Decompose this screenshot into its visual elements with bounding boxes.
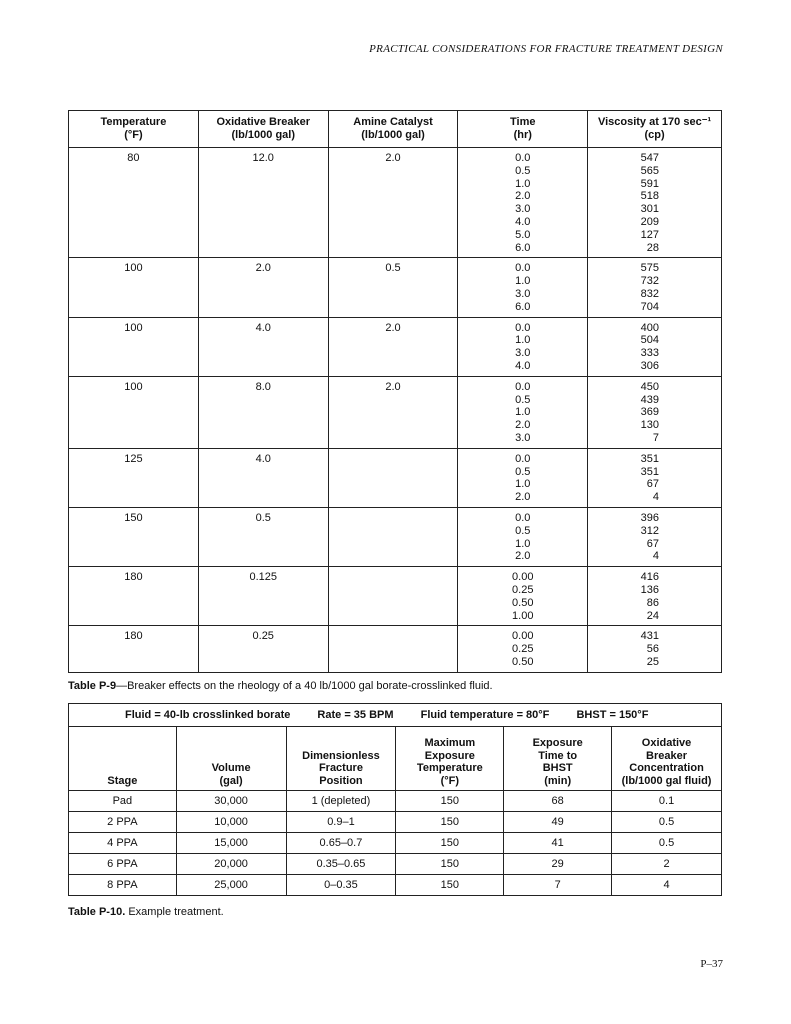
time-value: 0.0	[515, 321, 531, 334]
table-p9	[68, 110, 722, 673]
table-row	[69, 854, 722, 875]
time-value: 2.0	[515, 491, 531, 504]
time-cell	[458, 317, 588, 376]
table-cell: 29	[504, 854, 612, 875]
column-header-line: Viscosity at 170 sec⁻¹	[597, 116, 712, 128]
time-value: 6.0	[515, 241, 531, 254]
time-value: 1.0	[515, 537, 531, 550]
viscosity-cell	[588, 626, 722, 672]
catalyst-cell	[328, 507, 458, 566]
catalyst-cell: 2.0	[328, 148, 458, 258]
viscosity-value: 4	[652, 550, 659, 563]
table-cell: 150	[396, 833, 504, 854]
time-cell	[458, 448, 588, 507]
viscosity-value: 431	[640, 630, 659, 643]
column-header-line: Oxidative Breaker	[216, 116, 311, 128]
table-p9-caption	[68, 680, 493, 692]
time-value: 0.0	[515, 380, 531, 393]
time-value: 1.0	[515, 275, 531, 288]
table-cell: 0.35–0.65	[286, 854, 396, 875]
temperature-cell: 80	[69, 148, 199, 258]
column-header-line: (°F)	[124, 129, 143, 141]
time-cell	[458, 626, 588, 672]
column-header-line: (min)	[544, 774, 572, 787]
table-row	[69, 626, 722, 672]
temperature-cell: 125	[69, 448, 199, 507]
table-p9-header-row	[69, 111, 722, 148]
time-value: 1.0	[515, 406, 531, 419]
time-value: 2.0	[515, 190, 531, 203]
column-header-line: Volume	[211, 762, 251, 774]
column-header	[328, 111, 458, 148]
time-value: 2.0	[515, 419, 531, 432]
viscosity-value: 351	[640, 452, 659, 465]
table-cell: 1 (depleted)	[286, 791, 396, 812]
table-cell: 41	[504, 833, 612, 854]
viscosity-value: 301	[640, 203, 659, 216]
table-cell: 15,000	[176, 833, 286, 854]
time-value: 3.0	[515, 347, 531, 360]
column-header-line: Amine Catalyst	[353, 116, 433, 128]
time-value: 1.0	[515, 177, 531, 190]
column-header-line: Maximum	[424, 737, 476, 749]
table-p9-body	[69, 148, 722, 673]
viscosity-value: 306	[640, 359, 659, 372]
time-value: 5.0	[515, 228, 531, 241]
catalyst-cell: 2.0	[328, 376, 458, 448]
time-value: 0.0	[515, 511, 531, 524]
column-header-line: (hr)	[513, 129, 532, 141]
viscosity-value: 136	[640, 583, 659, 596]
table-cell: 25,000	[176, 875, 286, 896]
caption-text: —Breaker effects on the rheology of a 40 lb/1000 gal borate-crosslinked fluid.	[116, 680, 493, 692]
table-cell: 4 PPA	[69, 833, 177, 854]
time-value: 0.25	[512, 643, 534, 656]
table-row	[69, 812, 722, 833]
viscosity-value: 67	[646, 537, 659, 550]
table-cell: 0.65–0.7	[286, 833, 396, 854]
time-cell	[458, 148, 588, 258]
table-cell: 0.5	[612, 812, 722, 833]
column-header-line: Breaker	[646, 749, 688, 762]
viscosity-value: 450	[640, 380, 659, 393]
table-p10-caption	[68, 906, 224, 918]
column-header-line: Time to	[538, 749, 578, 762]
temperature-cell: 180	[69, 567, 199, 626]
bhst: BHST = 150°F	[576, 709, 649, 721]
breaker-cell: 0.25	[198, 626, 328, 672]
breaker-cell: 0.125	[198, 567, 328, 626]
table-cell: 10,000	[176, 812, 286, 833]
time-value: 4.0	[515, 359, 531, 372]
time-cell	[458, 507, 588, 566]
viscosity-cell	[588, 317, 722, 376]
time-cell	[458, 376, 588, 448]
viscosity-value: 547	[640, 152, 659, 164]
viscosity-value: 732	[640, 275, 659, 288]
time-value: 2.0	[515, 550, 531, 563]
treatment-conditions-row	[69, 704, 722, 727]
column-header-line: Temperature	[416, 762, 483, 774]
table-cell: 68	[504, 791, 612, 812]
table-row	[69, 507, 722, 566]
table-cell: 150	[396, 791, 504, 812]
temperature-cell: 180	[69, 626, 199, 672]
catalyst-cell	[328, 567, 458, 626]
table-cell: 2 PPA	[69, 812, 177, 833]
column-header	[198, 111, 328, 148]
table-cell: 30,000	[176, 791, 286, 812]
viscosity-cell	[588, 258, 722, 317]
table-cell: 150	[396, 875, 504, 896]
column-header-line: Fracture	[318, 762, 363, 774]
fluid-type: Fluid = 40-lb crosslinked borate	[125, 709, 291, 721]
caption-text: Example treatment.	[125, 906, 224, 918]
column-header-line: BHST	[542, 762, 573, 774]
viscosity-value: 504	[640, 334, 659, 347]
table-cell: 20,000	[176, 854, 286, 875]
catalyst-cell	[328, 626, 458, 672]
viscosity-value: 86	[646, 596, 659, 609]
table-row	[69, 317, 722, 376]
time-value: 3.0	[515, 431, 531, 444]
viscosity-value: 25	[646, 655, 659, 668]
viscosity-value: 130	[640, 419, 659, 432]
breaker-cell: 8.0	[198, 376, 328, 448]
table-cell: 150	[396, 854, 504, 875]
table-cell: 0–0.35	[286, 875, 396, 896]
column-header	[612, 727, 722, 791]
column-header-line: Exposure	[532, 737, 583, 749]
column-header-line: Temperature	[100, 116, 167, 128]
time-value: 0.5	[515, 164, 531, 177]
viscosity-value: 575	[640, 262, 659, 275]
table-row	[69, 258, 722, 317]
time-value: 0.5	[515, 465, 531, 478]
viscosity-value: 209	[640, 215, 659, 228]
column-header	[69, 727, 177, 791]
viscosity-cell	[588, 148, 722, 258]
table-row	[69, 148, 722, 258]
table-row	[69, 791, 722, 812]
breaker-cell: 0.5	[198, 507, 328, 566]
column-header-line: (lb/1000 gal fluid)	[621, 774, 712, 787]
time-value: 0.0	[515, 452, 531, 465]
breaker-cell: 12.0	[198, 148, 328, 258]
table-cell: 2	[612, 854, 722, 875]
running-header: PRACTICAL CONSIDERATIONS FOR FRACTURE TREATMENT DESIGN	[369, 43, 723, 55]
viscosity-value: 518	[640, 190, 659, 203]
time-value: 1.0	[515, 334, 531, 347]
column-header-line: Oxidative	[641, 737, 692, 749]
table-cell: 0.1	[612, 791, 722, 812]
viscosity-value: 312	[640, 524, 659, 537]
column-header-line: Exposure	[424, 749, 475, 762]
column-header-line: (cp)	[644, 129, 665, 141]
viscosity-value: 56	[646, 643, 659, 656]
viscosity-value: 439	[640, 393, 659, 406]
pump-rate: Rate = 35 BPM	[317, 709, 394, 721]
time-value: 1.0	[515, 478, 531, 491]
viscosity-value: 24	[646, 609, 659, 622]
viscosity-value: 7	[652, 431, 659, 444]
viscosity-cell	[588, 448, 722, 507]
table-p10-header-row	[69, 727, 722, 791]
table-cell: 150	[396, 812, 504, 833]
column-header-line: Dimensionless	[302, 749, 380, 762]
temperature-cell: 100	[69, 317, 199, 376]
viscosity-value: 704	[640, 300, 659, 313]
column-header	[176, 727, 286, 791]
column-header	[588, 111, 722, 148]
time-cell	[458, 567, 588, 626]
table-row	[69, 376, 722, 448]
viscosity-value: 4	[652, 491, 659, 504]
temperature-cell: 100	[69, 258, 199, 317]
table-cell: 6 PPA	[69, 854, 177, 875]
table-cell: 0.5	[612, 833, 722, 854]
time-value: 3.0	[515, 287, 531, 300]
table-row	[69, 567, 722, 626]
column-header-line: (°F)	[440, 774, 460, 787]
viscosity-value: 67	[646, 478, 659, 491]
time-value: 4.0	[515, 215, 531, 228]
time-value: 0.5	[515, 393, 531, 406]
viscosity-cell	[588, 376, 722, 448]
time-cell	[458, 258, 588, 317]
viscosity-value: 369	[640, 406, 659, 419]
breaker-cell: 2.0	[198, 258, 328, 317]
time-value: 0.0	[515, 152, 531, 164]
temperature-cell: 150	[69, 507, 199, 566]
catalyst-cell: 2.0	[328, 317, 458, 376]
viscosity-value: 127	[640, 228, 659, 241]
time-value: 1.00	[512, 609, 534, 622]
viscosity-cell	[588, 567, 722, 626]
column-header-line: Position	[319, 774, 363, 787]
time-value: 0.50	[512, 596, 534, 609]
column-header	[69, 111, 199, 148]
breaker-cell: 4.0	[198, 317, 328, 376]
column-header-line: Concentration	[629, 762, 704, 774]
table-cell: 4	[612, 875, 722, 896]
viscosity-value: 416	[640, 571, 659, 584]
table-cell: 7	[504, 875, 612, 896]
catalyst-cell: 0.5	[328, 258, 458, 317]
viscosity-value: 28	[646, 241, 659, 254]
time-value: 0.25	[512, 583, 534, 596]
table-p10-body	[69, 791, 722, 896]
column-header-line: (lb/1000 gal)	[361, 129, 425, 141]
table-cell: 8 PPA	[69, 875, 177, 896]
table-row	[69, 833, 722, 854]
table-cell: Pad	[69, 791, 177, 812]
catalyst-cell	[328, 448, 458, 507]
column-header	[504, 727, 612, 791]
column-header	[286, 727, 396, 791]
time-value: 6.0	[515, 300, 531, 313]
column-header-line: Time	[510, 116, 536, 128]
caption-label: Table P-9	[68, 680, 117, 692]
viscosity-value: 333	[640, 347, 659, 360]
column-header	[396, 727, 504, 791]
time-value: 3.0	[515, 203, 531, 216]
table-p10	[68, 703, 722, 896]
viscosity-cell	[588, 507, 722, 566]
temperature-cell: 100	[69, 376, 199, 448]
fluid-temperature: Fluid temperature = 80°F	[420, 709, 550, 721]
breaker-cell: 4.0	[198, 448, 328, 507]
time-value: 0.00	[512, 571, 534, 584]
viscosity-value: 565	[640, 164, 659, 177]
time-value: 0.0	[515, 262, 531, 275]
viscosity-value: 351	[640, 465, 659, 478]
time-value: 0.50	[512, 655, 534, 668]
page-number: P–37	[700, 958, 723, 970]
viscosity-value: 396	[640, 511, 659, 524]
column-header	[458, 111, 588, 148]
table-cell: 0.9–1	[286, 812, 396, 833]
table-row	[69, 448, 722, 507]
viscosity-value: 400	[640, 321, 659, 334]
table-row	[69, 875, 722, 896]
time-value: 0.00	[512, 630, 534, 643]
viscosity-value: 832	[640, 287, 659, 300]
caption-label: Table P-10.	[68, 906, 126, 918]
column-header-line: Stage	[107, 774, 138, 787]
viscosity-value: 591	[640, 177, 659, 190]
column-header-line: (lb/1000 gal)	[231, 129, 296, 141]
time-value: 0.5	[515, 524, 531, 537]
table-cell: 49	[504, 812, 612, 833]
column-header-line: (gal)	[219, 774, 243, 787]
